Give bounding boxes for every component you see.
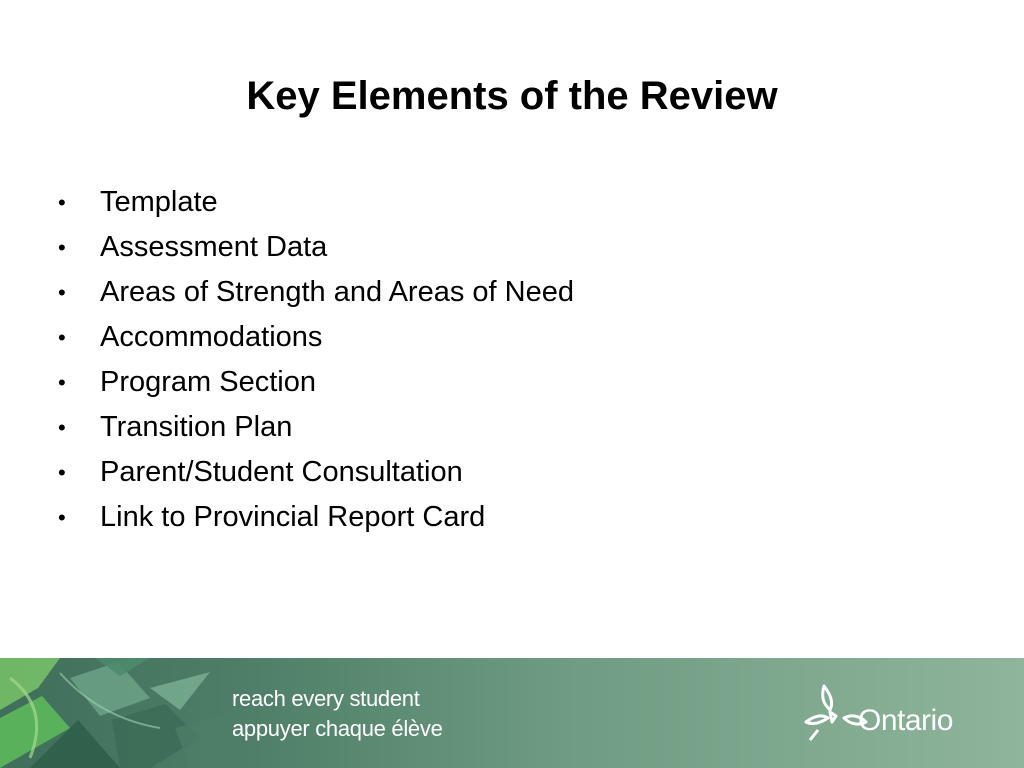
list-item	[58, 495, 574, 540]
bullet-mark: •	[58, 505, 66, 530]
bullet-mark: •	[58, 415, 66, 440]
list-item	[58, 450, 574, 495]
bullet-mark: •	[58, 190, 66, 215]
list-item	[58, 405, 574, 450]
list-item-text: Assessment Data	[100, 231, 328, 263]
list-item	[58, 180, 574, 225]
bullet-mark: •	[58, 370, 66, 395]
list-item-text: Template	[100, 186, 218, 218]
list-item-text: Link to Provincial Report Card	[100, 501, 486, 533]
list-item	[58, 360, 574, 405]
bullet-mark: •	[58, 235, 66, 260]
list-item-text: Transition Plan	[100, 411, 293, 443]
tagline-english: reach every student	[232, 686, 420, 711]
list-item-text: Program Section	[100, 366, 316, 398]
ontario-logo-text: Ontario	[858, 704, 953, 737]
slide-title: Key Elements of the Review	[246, 74, 778, 118]
list-item	[58, 315, 574, 360]
trillium-art-graphic	[0, 658, 230, 768]
list-item-text: Parent/Student Consultation	[100, 456, 463, 488]
list-item	[58, 225, 574, 270]
bullet-mark: •	[58, 460, 66, 485]
bullet-mark: •	[58, 325, 66, 350]
footer-band	[0, 658, 1024, 768]
tagline	[232, 684, 443, 744]
bullet-mark: •	[58, 280, 66, 305]
list-item	[58, 270, 574, 315]
bullet-list	[58, 180, 574, 540]
tagline-french: appuyer chaque élève	[232, 716, 443, 741]
list-item-text: Areas of Strength and Areas of Need	[100, 276, 574, 308]
list-item-text: Accommodations	[100, 321, 323, 353]
